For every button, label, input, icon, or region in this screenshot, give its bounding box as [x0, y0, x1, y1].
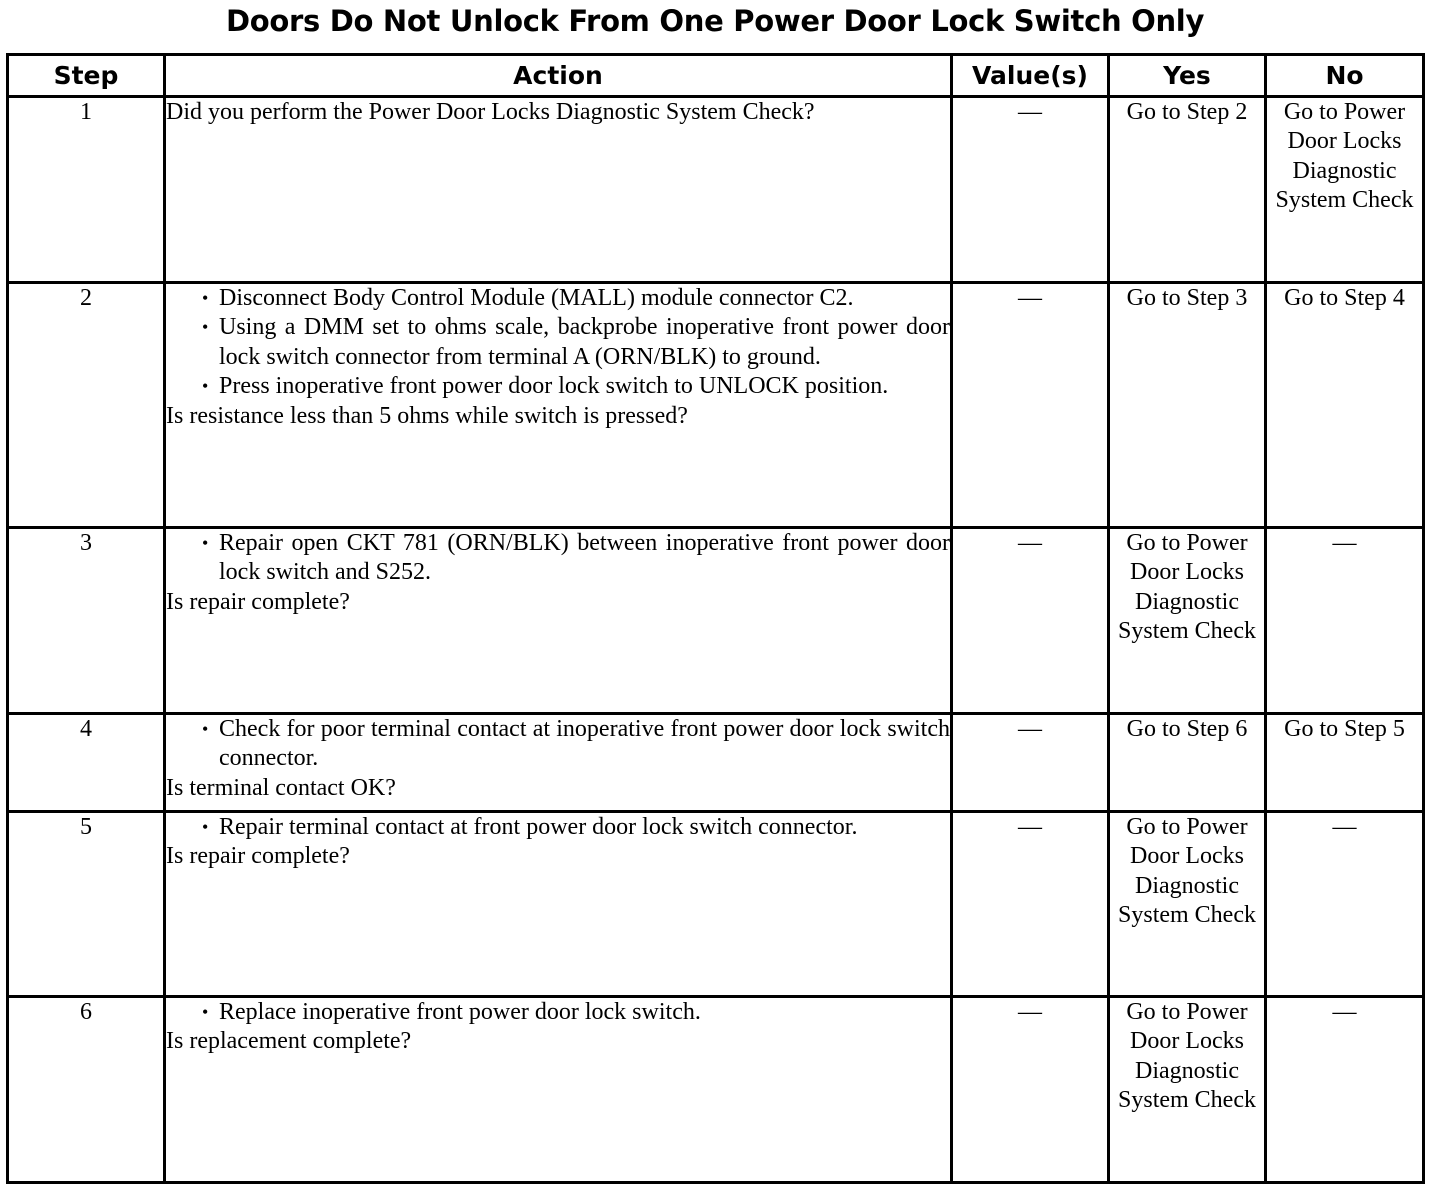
value-cell: — [952, 528, 1109, 714]
action-cell [165, 97, 952, 283]
header-no: No [1266, 55, 1424, 97]
header-action: Action [165, 55, 952, 97]
no-cell: Go to Power Door Locks Diagnostic System Check [1266, 97, 1424, 283]
header-row [8, 55, 1424, 97]
value-cell: — [952, 283, 1109, 528]
action-question: Is repair complete? [166, 843, 350, 870]
header-yes: Yes [1109, 55, 1266, 97]
action-question: Is resistance less than 5 ohms while switch is pressed? [166, 402, 688, 429]
table-row [8, 97, 1424, 283]
header-step: Step [8, 55, 165, 97]
yes-cell: Go to Step 6 [1109, 714, 1266, 812]
action-bullet: • Check for poor terminal contact at inoperative front power door lock switch connector. [202, 715, 950, 774]
step-number: 1 [8, 97, 165, 283]
action-cell [165, 997, 952, 1183]
step-number: 6 [8, 997, 165, 1183]
step-number: 5 [8, 812, 165, 997]
step-number: 3 [8, 528, 165, 714]
no-cell: — [1266, 528, 1424, 714]
yes-cell: Go to Step 3 [1109, 283, 1266, 528]
no-cell: Go to Step 4 [1266, 283, 1424, 528]
action-lead: Did you perform the Power Door Locks Diagnostic System Check? [166, 99, 815, 125]
yes-cell: Go to Step 2 [1109, 97, 1266, 283]
action-bullet: • Disconnect Body Control Module (MALL) module connector C2. [202, 284, 950, 313]
step-number: 4 [8, 714, 165, 812]
no-cell: — [1266, 997, 1424, 1183]
action-bullet: • Replace inoperative front power door lock switch. [202, 998, 950, 1027]
action-bullets [166, 284, 950, 402]
action-bullet: • Using a DMM set to ohms scale, backprobe inoperative front power door lock switch connector from terminal A (ORN/BLK) to ground. [202, 313, 950, 372]
table-row [8, 528, 1424, 714]
action-cell [165, 283, 952, 528]
table-row [8, 812, 1424, 997]
action-cell [165, 714, 952, 812]
action-bullets [166, 998, 950, 1027]
value-cell: — [952, 812, 1109, 997]
no-cell: Go to Step 5 [1266, 714, 1424, 812]
action-bullet: • Repair open CKT 781 (ORN/BLK) between inoperative front power door lock switch and S252. [202, 529, 950, 588]
action-question: Is terminal contact OK? [166, 774, 396, 801]
diagnostic-table [6, 53, 1425, 1184]
action-cell [165, 528, 952, 714]
value-cell: — [952, 714, 1109, 812]
table-row [8, 283, 1424, 528]
header-values: Value(s) [952, 55, 1109, 97]
page-title: Doors Do Not Unlock From One Power Door Lock Switch Only [225, 4, 1205, 38]
step-number: 2 [8, 283, 165, 528]
yes-cell: Go to Power Door Locks Diagnostic System Check [1109, 812, 1266, 997]
action-bullet: • Press inoperative front power door lock switch to UNLOCK position. [202, 372, 950, 401]
yes-cell: Go to Power Door Locks Diagnostic System Check [1109, 528, 1266, 714]
action-question: Is repair complete? [166, 588, 350, 615]
yes-cell: Go to Power Door Locks Diagnostic System Check [1109, 997, 1266, 1183]
table-row [8, 714, 1424, 812]
action-bullets [166, 715, 950, 774]
no-cell: — [1266, 812, 1424, 997]
value-cell: — [952, 997, 1109, 1183]
action-cell [165, 812, 952, 997]
value-cell: — [952, 97, 1109, 283]
action-question: Is replacement complete? [166, 1028, 412, 1055]
table-row [8, 997, 1424, 1183]
action-bullet: • Repair terminal contact at front power door lock switch connector. [202, 813, 950, 842]
action-bullets [166, 813, 950, 842]
action-bullets [166, 529, 950, 588]
